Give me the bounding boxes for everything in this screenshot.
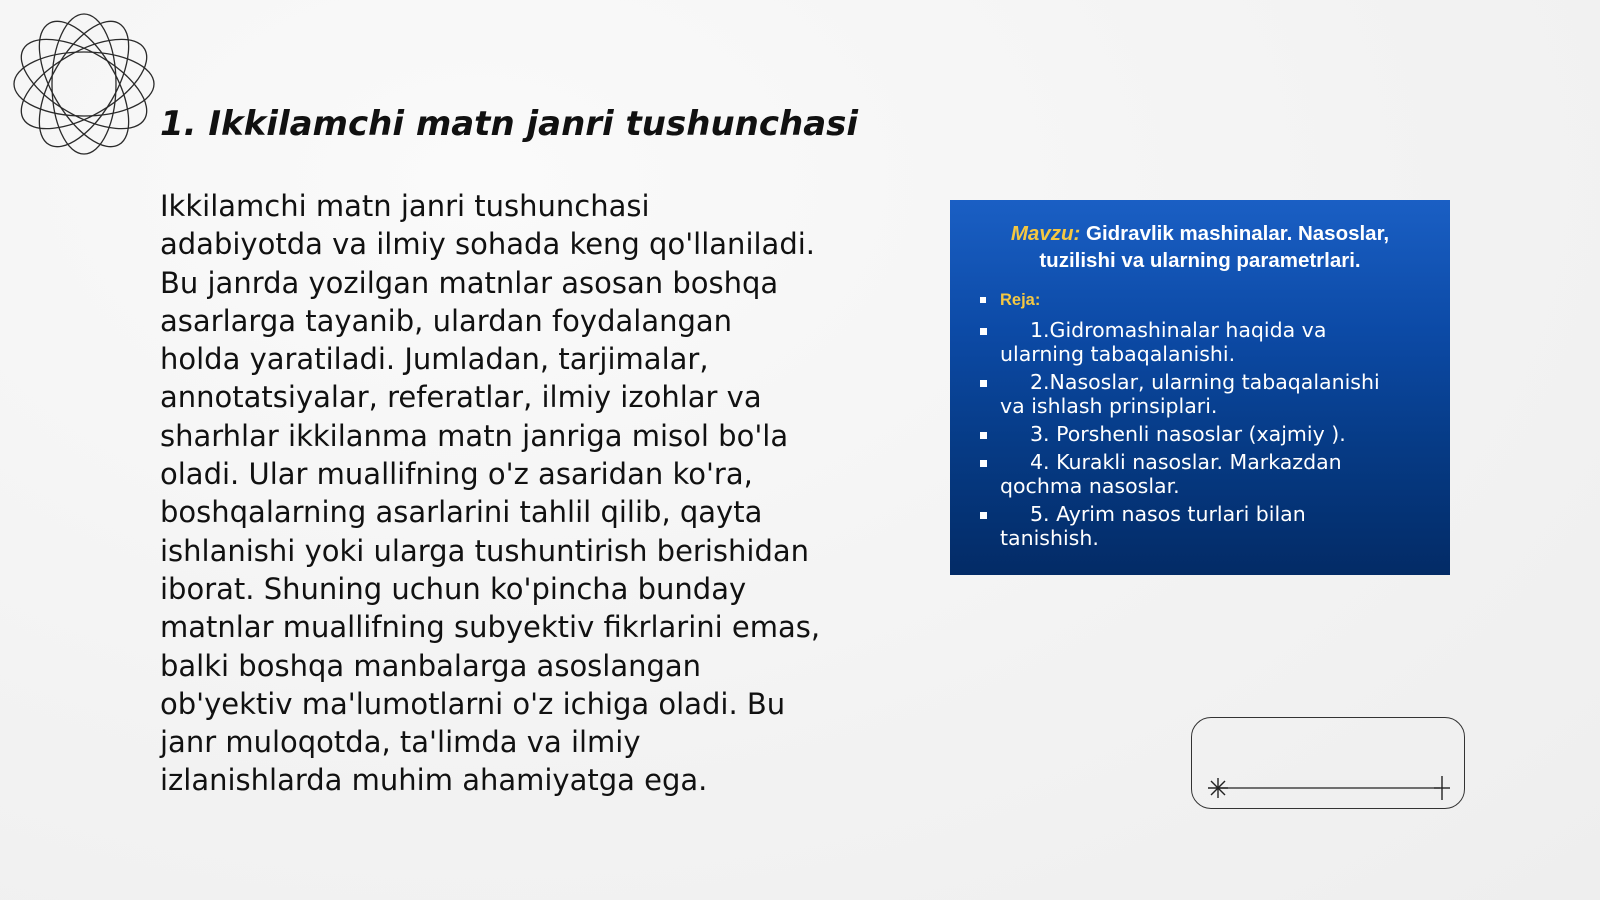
body-paragraph xyxy=(160,187,860,800)
body-line: matnlar muallifning subyektiv fikrlarini emas, xyxy=(160,610,821,645)
plan-item-text: 3. Porshenli nasoslar (xajmiy ). xyxy=(1030,422,1346,446)
plan-item-text: ularning tabaqalanishi. xyxy=(1000,342,1236,366)
body-line: holda yaratiladi. Jumladan, tarjimalar, xyxy=(160,342,709,377)
plan-item-text: 2.Nasoslar, ularning tabaqalanishi xyxy=(1030,370,1380,394)
card-divider xyxy=(1192,718,1466,810)
plan-item-text: 5. Ayrim nasos turlari bilan xyxy=(1030,502,1306,526)
plan-item xyxy=(978,318,1422,366)
body-line: asarlarga tayanib, ulardan foydalangan xyxy=(160,303,733,338)
body-line: Ikkilamchi matn janri tushunchasi xyxy=(160,189,650,223)
plan-item xyxy=(978,502,1422,550)
plan-item xyxy=(978,450,1422,498)
embedded-slide-topic xyxy=(978,220,1422,274)
plan-item-text: 4. Kurakli nasoslar. Markazdan xyxy=(1030,450,1342,474)
plan-item xyxy=(978,370,1422,418)
topic-line: tuzilishi va ularning parametrlari. xyxy=(1039,249,1361,272)
embedded-slide-image xyxy=(950,200,1450,575)
body-line: oladi. Ular muallifning o'z asaridan ko'ra, xyxy=(160,457,753,492)
body-line: balki boshqa manbalarga asoslangan xyxy=(160,648,702,683)
plan-item xyxy=(978,422,1422,446)
topic-label: Mavzu: xyxy=(1010,222,1081,245)
body-line: boshqalarning asarlarini tahlil qilib, qayta xyxy=(160,495,763,530)
body-line: Bu janrda yozilgan matnlar asosan boshqa xyxy=(160,265,779,300)
topic-line: Gidravlik mashinalar. Nasoslar, xyxy=(1080,222,1390,245)
body-line: iborat. Shuning uchun ko'pincha bunday xyxy=(160,571,747,606)
body-line: sharhlar ikkilanma matn janriga misol bo'la xyxy=(160,418,789,453)
star-icon xyxy=(1434,776,1450,800)
body-line: janr muloqotda, ta'limda va ilmiy xyxy=(160,725,641,760)
plan-item-text: 1.Gidromashinalar haqida va xyxy=(1030,318,1327,342)
body-line: izlanishlarda muhim ahamiyatga ega. xyxy=(160,763,708,798)
plan-item-text: va ishlash prinsiplari. xyxy=(1000,394,1218,418)
body-line: annotatsiyalar, referatlar, ilmiy izohlar va xyxy=(160,380,762,415)
plan-label: Reja: xyxy=(978,288,1422,312)
plan-item-text: qochma nasoslar. xyxy=(1000,474,1180,498)
sparkle-icon xyxy=(1208,778,1228,798)
spirograph-logo xyxy=(10,10,158,158)
plan-item-text: tanishish. xyxy=(1000,526,1099,550)
body-line: ishlanishi yoki ularga tushuntirish berishidan xyxy=(160,533,810,568)
slide-title: 1. Ikkilamchi matn janri tushunchasi xyxy=(160,104,859,144)
decorative-card xyxy=(1191,717,1465,809)
body-line: adabiyotda va ilmiy sohada keng qo'llaniladi. xyxy=(160,227,816,262)
body-line: ob'yektiv ma'lumotlarni o'z ichiga oladi. Bu xyxy=(160,686,786,721)
plan-list xyxy=(978,288,1422,550)
